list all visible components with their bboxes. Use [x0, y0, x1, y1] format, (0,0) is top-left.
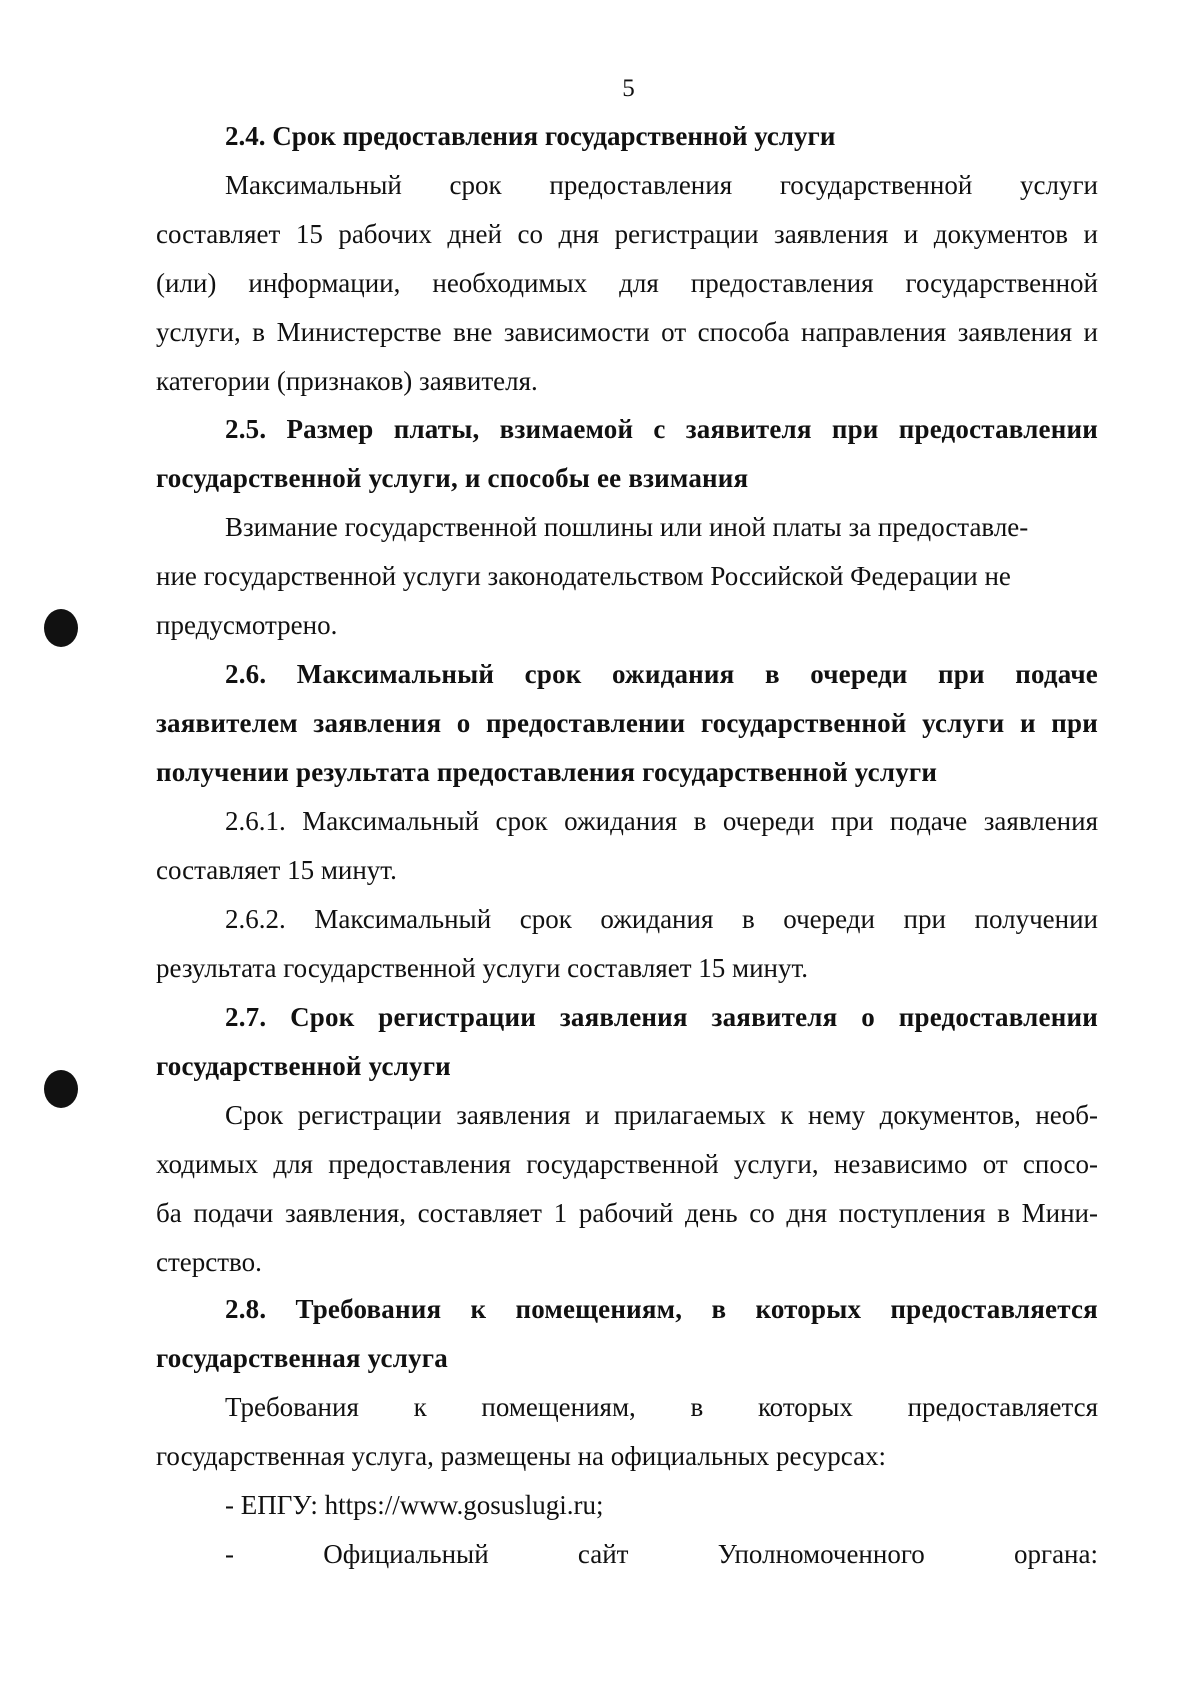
text-line: 2.6.1. Максимальный срок ожидания в очереди при подаче заявления: [225, 806, 1098, 836]
text-line: ба подачи заявления, составляет 1 рабочий день со дня поступления в Мини-: [156, 1198, 1098, 1228]
punch-hole-mark: [44, 1070, 78, 1108]
section-heading: 2.8. Требования к помещениям, в которых предоставляется: [225, 1294, 1098, 1324]
page-number: 5: [622, 75, 635, 102]
text-line: Срок регистрации заявления и прилагаемых к нему документов, необ-: [225, 1100, 1098, 1130]
text-line: государственная услуга, размещены на официальных ресурсах:: [156, 1441, 887, 1471]
section-2-6: [156, 650, 1098, 993]
text-line: предусмотрено.: [156, 610, 338, 640]
text-line: (или) информации, необходимых для предоставления государственной: [156, 268, 1098, 298]
section-heading: получении результата предоставления государственной услуги: [156, 757, 938, 787]
section-heading: 2.7. Срок регистрации заявления заявителя о предоставлении: [225, 1002, 1098, 1032]
text-line: Требования к помещениям, в которых предоставляется: [225, 1392, 1098, 1422]
section-2-8: [156, 1285, 1098, 1579]
text-line: составляет 15 минут.: [156, 855, 397, 885]
section-2-4: [156, 112, 1098, 406]
section-heading: государственной услуги: [156, 1051, 451, 1081]
text-line: стерство.: [156, 1247, 262, 1277]
text-line: составляет 15 рабочих дней со дня регистрации заявления и документов и: [156, 219, 1098, 249]
section-heading: государственной услуги, и способы ее взимания: [156, 463, 749, 493]
section-2-5: [156, 405, 1098, 650]
text-line: услуги, в Министерстве вне зависимости от способа направления заявления и: [156, 317, 1098, 347]
section-2-7: [156, 993, 1098, 1287]
section-heading: государственная услуга: [156, 1343, 448, 1373]
text-line: результата государственной услуги составляет 15 минут.: [156, 953, 808, 983]
text-line: 2.6.2. Максимальный срок ожидания в очереди при получении: [225, 904, 1098, 934]
text-line: Взимание государственной пошлины или иной платы за предоставле-: [225, 512, 1029, 542]
section-heading: 2.6. Максимальный срок ожидания в очереди при подаче: [225, 659, 1098, 689]
text-line: ние государственной услуги законодательством Российской Федерации не: [156, 561, 1011, 591]
section-heading: 2.4. Срок предоставления государственной услуги: [225, 121, 836, 151]
text-line: категории (признаков) заявителя.: [156, 366, 538, 396]
section-heading: 2.5. Размер платы, взимаемой с заявителя при предоставлении: [225, 414, 1098, 444]
list-item-official-site: - Официальный сайт Уполномоченного органа:: [225, 1539, 1098, 1569]
section-heading: заявителем заявления о предоставлении государственной услуги и при: [156, 708, 1098, 738]
punch-hole-mark: [44, 609, 78, 647]
text-line: Максимальный срок предоставления государственной услуги: [225, 170, 1098, 200]
text-line: ходимых для предоставления государственной услуги, независимо от спосо-: [156, 1149, 1098, 1179]
list-item-epgu: - ЕПГУ: https://www.gosuslugi.ru;: [225, 1490, 604, 1520]
